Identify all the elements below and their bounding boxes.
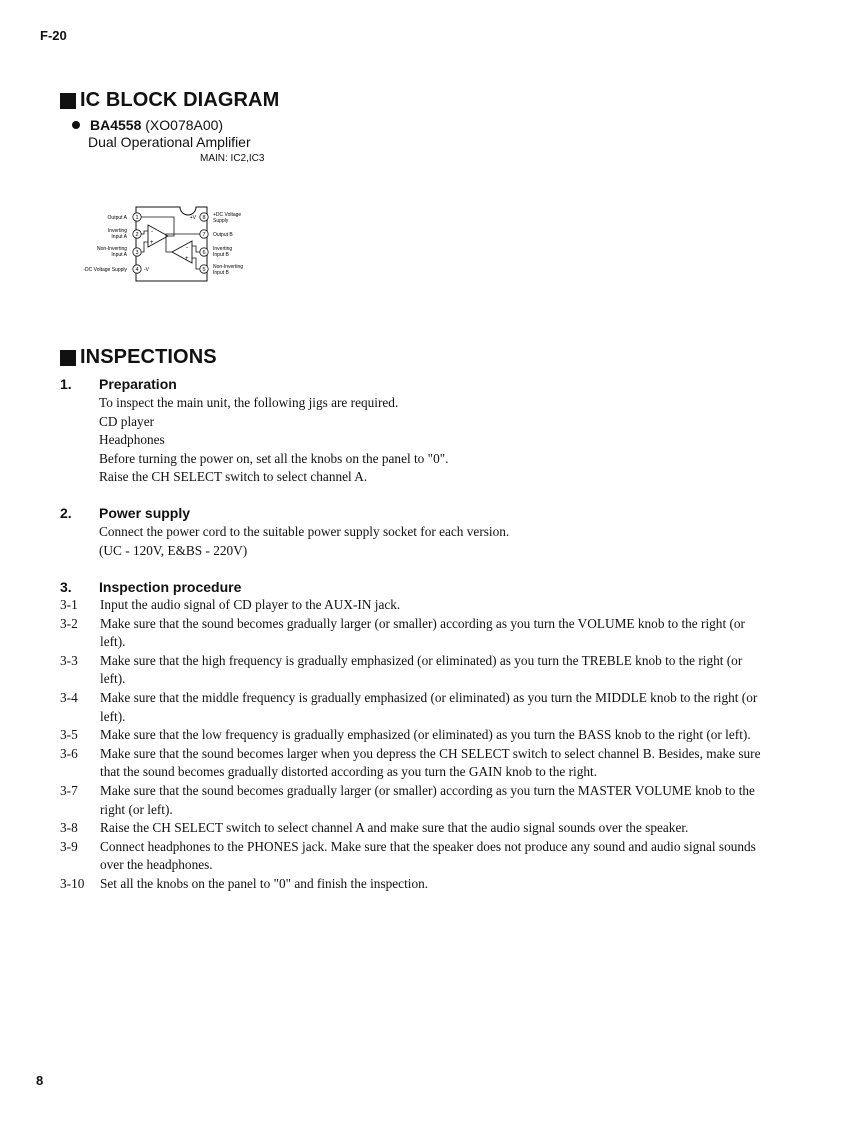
- pin-6: [200, 248, 208, 256]
- svg-text:+: +: [150, 240, 154, 246]
- ic-description: Dual Operational Amplifier: [88, 134, 251, 150]
- procedure-item-text: Make sure that the sound becomes gradually larger (or smaller) according as you turn the MASTER VOLUME knob to the right (or left).: [100, 782, 755, 817]
- ic-block-diagram: [74, 203, 264, 285]
- svg-text:1: 1: [135, 215, 139, 221]
- pin-2-label-line1: Inverting: [107, 228, 127, 234]
- procedure-item-number: 3-7: [60, 782, 78, 798]
- procedure-item: [60, 819, 770, 838]
- pin-2: [133, 230, 141, 238]
- procedure-item: [60, 838, 770, 875]
- ic-part-line: [72, 117, 223, 133]
- step-1-label: Preparation: [99, 376, 177, 392]
- procedure-item-text: Make sure that the sound becomes larger when you depress the CH SELECT switch to select channel B. Besides, make sure that the sound becomes gradually distorted according as you turn the GAIN knob to the right.: [100, 745, 761, 780]
- ic-block-diagram-title: IC BLOCK DIAGRAM: [80, 89, 280, 111]
- pin-4-label: -DC Voltage Supply: [83, 267, 127, 273]
- step-2-body: [99, 523, 509, 560]
- ic-part-number: BA4558: [90, 117, 142, 133]
- procedure-list: [60, 596, 770, 894]
- svg-text:2: 2: [135, 232, 139, 238]
- procedure-item-number: 3-10: [60, 875, 85, 891]
- pin-6-label-line2: Input B: [213, 252, 229, 258]
- pin-2-label-line2: Input A: [111, 234, 127, 240]
- svg-text:5: 5: [202, 267, 206, 273]
- pin-3: [133, 248, 141, 256]
- heading-square-icon: [60, 93, 76, 109]
- procedure-item: [60, 726, 770, 745]
- svg-text:3: 3: [135, 250, 139, 256]
- pin-5: [200, 265, 208, 273]
- procedure-item-number: 3-3: [60, 652, 78, 668]
- svg-text:-: -: [186, 245, 188, 251]
- procedure-item-number: 3-2: [60, 615, 78, 631]
- step-1-number: 1.: [60, 376, 72, 392]
- step-2-line: (UC - 120V, E&BS - 220V): [99, 542, 248, 558]
- pin-3-label-line1: Non-Inverting: [96, 246, 127, 252]
- procedure-item-text: Make sure that the sound becomes gradually larger (or smaller) according as you turn the VOLUME knob to the right (or left).: [100, 615, 745, 650]
- procedure-item-number: 3-6: [60, 745, 78, 761]
- procedure-item-number: 3-5: [60, 727, 78, 743]
- svg-text:+: +: [185, 256, 189, 262]
- procedure-item: [60, 782, 770, 819]
- pin-1: [133, 213, 141, 221]
- procedure-item: [60, 689, 770, 726]
- step-1-line: To inspect the main unit, the following jigs are required.: [99, 395, 399, 410]
- pin-6-label-line1: Inverting: [213, 246, 233, 252]
- procedure-item: [60, 596, 770, 615]
- page-number: 8: [36, 1073, 44, 1088]
- step-2-number: 2.: [60, 505, 72, 521]
- step-2-line: Connect the power cord to the suitable power supply socket for each version.: [99, 524, 510, 539]
- procedure-item-text: Make sure that the high frequency is gradually emphasized (or eliminated) as you turn the TREBLE knob to the right (or left).: [100, 652, 743, 687]
- procedure-item: [60, 615, 770, 652]
- procedure-item-text: Set all the knobs on the panel to "0" and finish the inspection.: [100, 875, 429, 891]
- procedure-item-text: Make sure that the low frequency is gradually emphasized (or eliminated) as you turn the BASS knob to the right (or left).: [100, 727, 751, 743]
- pin-7-label: Output B: [213, 232, 233, 238]
- ic-location-note: MAIN: IC2,IC3: [200, 153, 265, 164]
- inspections-title: INSPECTIONS: [80, 346, 217, 368]
- procedure-item-number: 3-4: [60, 689, 78, 705]
- pin-4-inner-label: -V: [144, 267, 149, 273]
- step-1-line: Raise the CH SELECT switch to select channel A.: [99, 469, 368, 485]
- step-2-label: Power supply: [99, 505, 191, 521]
- step-3-label: Inspection procedure: [99, 579, 242, 595]
- ic-part-code: (XO078A00): [145, 117, 224, 133]
- svg-text:8: 8: [202, 215, 206, 221]
- procedure-item-number: 3-1: [60, 597, 78, 612]
- procedure-item: [60, 875, 770, 894]
- procedure-item-text: Input the audio signal of CD player to the AUX-IN jack.: [100, 597, 401, 612]
- pin-5-label-line1: Non-Inverting: [213, 264, 244, 270]
- procedure-item: [60, 745, 770, 782]
- step-3-number: 3.: [60, 579, 72, 595]
- pin-1-label: Output A: [107, 215, 127, 221]
- step-1-line: Before turning the power on, set all the knobs on the panel to "0".: [99, 450, 449, 466]
- procedure-item-number: 3-9: [60, 838, 78, 854]
- svg-text:4: 4: [135, 267, 139, 273]
- heading-square-icon: [60, 350, 76, 366]
- pin-5-label-line2: Input B: [213, 270, 229, 276]
- svg-text:6: 6: [202, 250, 206, 256]
- svg-text:7: 7: [202, 232, 206, 238]
- page-code: F-20: [40, 28, 67, 43]
- procedure-item-text: Make sure that the middle frequency is gradually emphasized (or eliminated) as you turn the MIDDLE knob to the right (or left).: [100, 689, 758, 724]
- svg-text:-: -: [151, 229, 153, 235]
- pin-4: [133, 265, 141, 273]
- procedure-item-text: Connect headphones to the PHONES jack. Make sure that the speaker does not produce any sound and audio signal sounds over the headphones.: [100, 838, 756, 873]
- step-1-line: CD player: [99, 413, 155, 429]
- step-1-body: [99, 394, 448, 487]
- bullet-icon: [72, 121, 80, 129]
- op-amp-b-symbol: [172, 241, 192, 263]
- pin-3-label-line2: Input A: [111, 252, 127, 258]
- step-1-line: Headphones: [99, 432, 165, 448]
- pin-8-inner-label: +V: [189, 215, 196, 221]
- procedure-item-number: 3-8: [60, 820, 78, 836]
- procedure-item-text: Raise the CH SELECT switch to select channel A and make sure that the audio signal sounds over the speaker.: [100, 820, 689, 836]
- pin-7: [200, 230, 208, 238]
- op-amp-a-symbol: [148, 225, 168, 247]
- pin-8-label-line2: Supply: [213, 218, 229, 224]
- inspections-heading: [60, 346, 217, 369]
- pin-8: [200, 213, 208, 221]
- procedure-item: [60, 652, 770, 689]
- pin-8-label-line1: +DC Voltage: [213, 212, 242, 218]
- ic-block-diagram-heading: [60, 89, 279, 112]
